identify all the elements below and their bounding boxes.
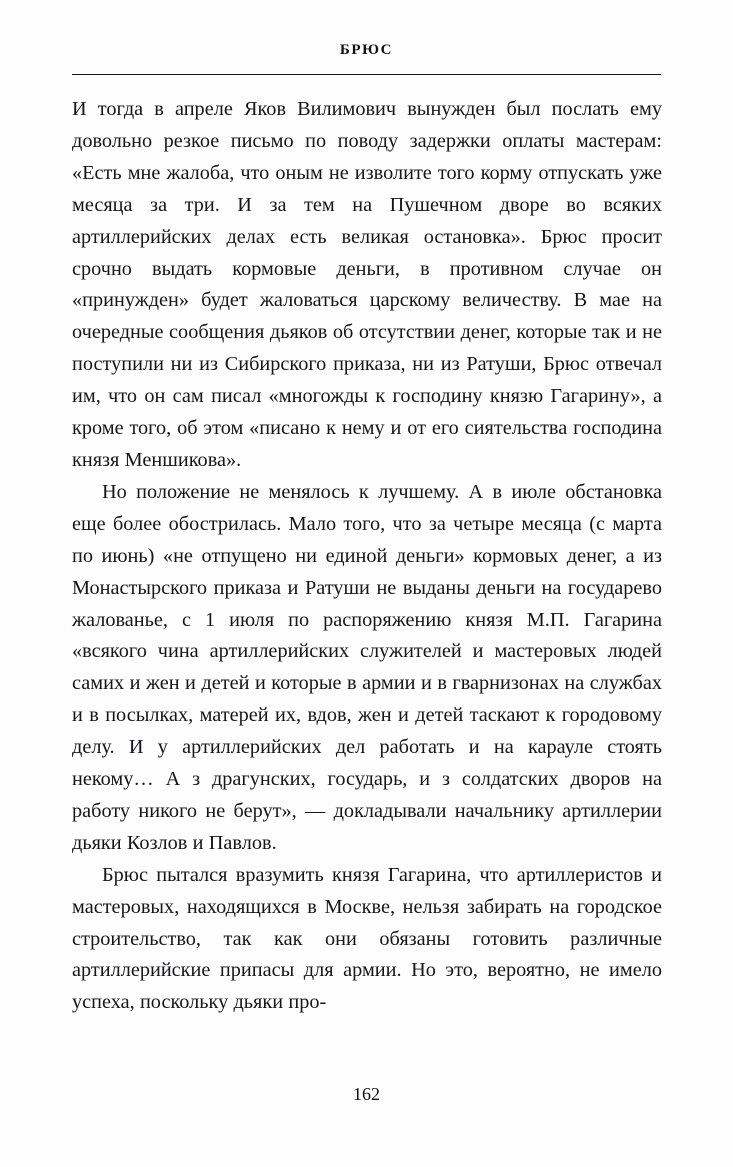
header-divider [72,74,661,75]
page-body [72,94,662,1019]
running-head: БРЮС [339,42,394,58]
paragraph: И тогда в апреле Яков Вилимович вынужден был послать ему довольно резкое письмо по поводу задержки оплаты мастерам: «Есть мне жалоба, что оным не изволите того корму отпускать уже месяца за три. И за тем на Пушечном дворе во всяких артиллерийских делах есть великая остановка». Брюс просит срочно выдать кормовые деньги, в противном случае он «принужден» будет жаловаться царскому величеству. В мае на очередные сообщения дьяков об отсутствии денег, которые так и не поступили ни из Сибирского приказа, ни из Ратуши, Брюс отвечал им, что он сам писал «многожды к господину князю Гагарину», а кроме того, об этом «писано к нему и от его сиятельства господина князя Меншикова». [72,98,662,471]
paragraph: Но положение не менялось к лучшему. А в июле обстановка еще более обострилась. Мало того, что за четыре месяца (с марта по июнь) «не отпущено ни единой деньги» кормовых денег, а из Монастырского приказа и Ратуши не выданы деньги на государево жалованье, с 1 июля по распоряжению князя М.П. Гагарина «всякого чина артиллерийских служителей и мастеровых людей самих и жен и детей и которые в армии и в гварнизонах на службах и в посылках, матерей их, вдов, жен и детей таскают к городовому делу. И у артиллерийских дел работать и на карауле стоять некому… А з драгунских, государь, и з солдатских дворов на работу никого не берут», — докладывали начальнику артиллерии дьяки Козлов и Павлов. [72,480,662,854]
page-number: 162 [353,1084,380,1104]
paragraph: Брюс пытался вразумить князя Гагарина, что артиллеристов и мастеровых, находящихся в Москве, нельзя забирать на городское строительство, так как они обязаны готовить различные артиллерийские припасы для армии. Но это, вероятно, не имело успеха, поскольку дьяки про- [72,863,662,1014]
